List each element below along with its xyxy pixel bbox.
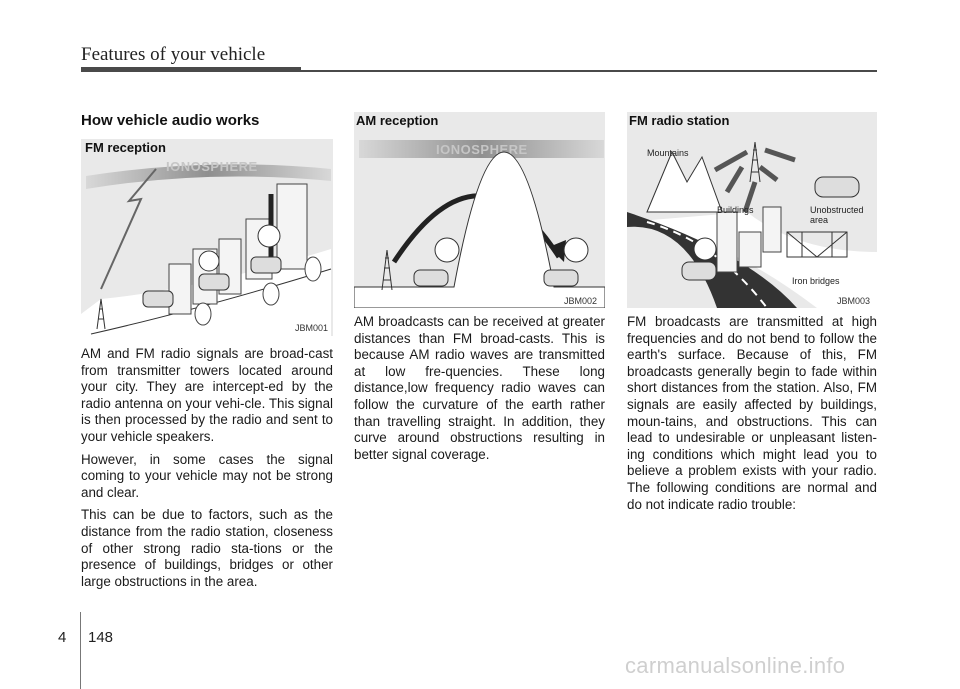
am-reception-figure — [354, 112, 605, 308]
section-heading: How vehicle audio works — [81, 112, 260, 129]
label-buildings: Buildings — [717, 205, 754, 215]
signal-arrows — [715, 150, 795, 212]
paragraph: AM and FM radio signals are broad-cast from transmitter towers located around your city. They are intercept-ed by the radio antenna on your vehi-cle. This signal is then processed by the radio and sent to your vehicle speakers. — [81, 346, 333, 444]
fm-reception-figure — [81, 139, 333, 336]
paragraph: FM broadcasts are transmitted at high frequencies and do not bend to follow the earth's surface. Because of this, FM broadcasts generally begin to fade within short distances from the station. Also, FM signals are easily affected by buildings, moun-tains, and obstructions. This can lead to undesirable or unpleasant listen-ing conditions which might lead you to believe a problem exists with your radio. The following conditions are normal and do not indicate radio trouble: — [627, 314, 877, 512]
fm-radio-station-figure — [627, 112, 877, 308]
watermark: carmanualsonline.info — [625, 653, 846, 678]
figure-label: FM reception — [85, 140, 166, 155]
transmitter-tower-icon — [382, 250, 392, 290]
paragraph: This can be due to factors, such as the distance from the radio station, closeness of other strong radio sta-tions or the presence of buildings, bridges or other large obstructions in the area. — [81, 507, 333, 589]
mountains-icon — [647, 152, 722, 212]
column1-text — [81, 346, 333, 596]
page-number: 148 — [88, 629, 114, 646]
figure-label: FM radio station — [629, 113, 730, 128]
page-number-divider — [80, 612, 81, 689]
speech-bubble-icon — [694, 238, 716, 260]
figure-label: AM reception — [356, 113, 439, 128]
label-area: area — [810, 215, 829, 225]
figure-code: JBM002 — [564, 296, 598, 306]
figure-code: JBM003 — [837, 296, 871, 306]
column2-text — [354, 314, 605, 469]
am-reception-illustration — [354, 112, 605, 308]
paragraph: However, in some cases the signal coming to your vehicle may not be strong and clear. — [81, 451, 333, 500]
section-number: 4 — [58, 629, 67, 646]
label-mountains: Mountains — [647, 148, 689, 158]
label-unobstructed: Unobstructed — [810, 205, 864, 215]
page-header-title: Features of your vehicle — [81, 44, 266, 65]
transmitter-tower-icon — [750, 142, 760, 182]
paragraph: AM broadcasts can be received at greater distances than FM broad-casts. This is because AM radio waves are transmitted at low fre-quencies. These long distance,low frequency radio waves can follow the curvature of the earth rather than travelling straight. In addition, they curve around obstructions resulting in better signal coverage. — [354, 314, 605, 462]
signal-lightning — [101, 169, 156, 289]
column3-text — [627, 314, 877, 519]
ionosphere-label: IONOSPHERE — [436, 142, 528, 157]
figure-code: JBM001 — [295, 323, 329, 333]
header-rule-thin — [301, 70, 877, 72]
fm-radio-station-illustration — [627, 112, 877, 308]
fm-reception-illustration — [81, 139, 333, 336]
header-rule-thick — [81, 67, 301, 72]
ionosphere-label: IONOSPHERE — [166, 159, 258, 174]
label-iron-bridges: Iron bridges — [792, 276, 840, 286]
